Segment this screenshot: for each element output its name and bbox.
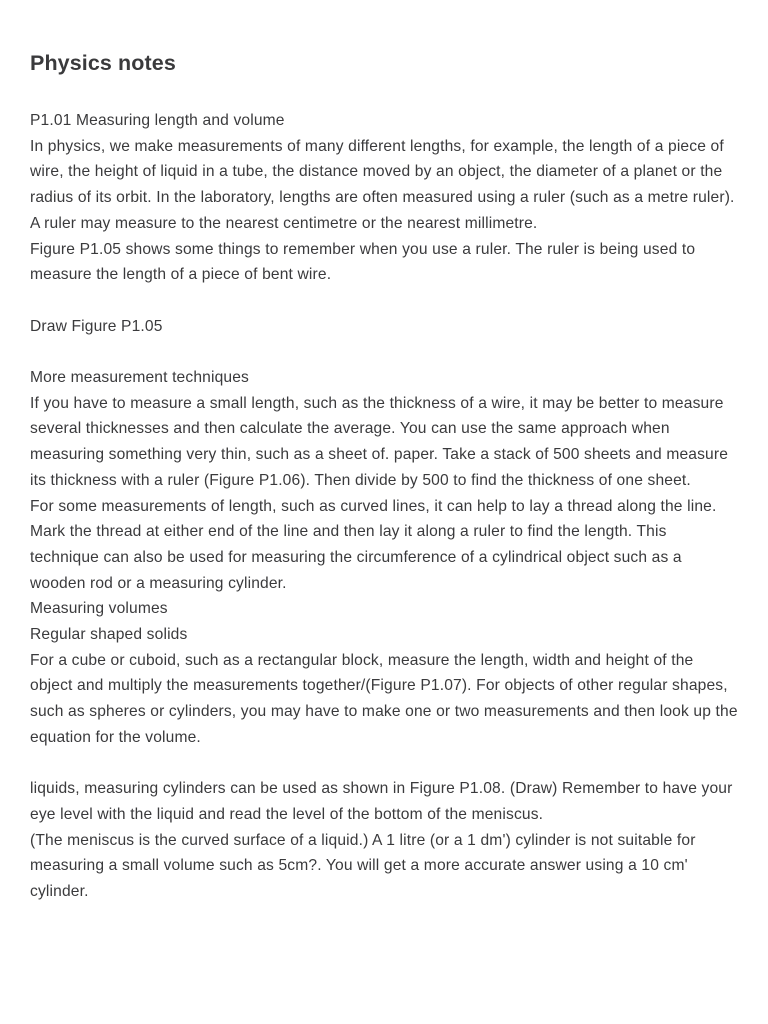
paragraph-ruler-precision: A ruler may measure to the nearest centimetre or the nearest millimetre. xyxy=(30,214,538,232)
paragraph-curved-lines: For some measurements of length, such as curved lines, it can help to lay a thread along the line. Mark the thread at either end of the line and then lay it along a ruler to find the length. This technique can also be used for measuring the circumference of a cylindrical object such as a wooden rod or a measuring cylinder. xyxy=(30,497,717,592)
note-body[interactable] xyxy=(30,108,738,905)
paragraph-more-techniques-heading: More measurement techniques xyxy=(30,369,250,386)
paragraph-small-length: If you have to measure a small length, such as the thickness of a wire, it may be better to measure several thicknesses and then calculate the average. You can use the same approach when measuring something very thin, such as a sheet of. paper. Take a stack of 500 sheets and measure its thickness with a ruler (Figure P1.06). Then divide by 500 to find the thickness of one sheet. xyxy=(30,394,729,489)
blank-line xyxy=(30,751,738,777)
paragraph-figure-p105: Figure P1.05 shows some things to remember when you use a ruler. The ruler is being used to measure the length of a piece of bent wire. xyxy=(30,240,696,284)
blank-line xyxy=(30,288,738,314)
paragraph-intro: In physics, we make measurements of many different lengths, for example, the length of a piece of wire, the height of liquid in a tube, the distance moved by an object, the diameter of a planet or the radius of its orbit. In the laboratory, lengths are often measured using a ruler (such as a metre ruler). xyxy=(30,137,735,207)
paragraph-liquids: liquids, measuring cylinders can be used as shown in Figure P1.08. (Draw) Remember to have your eye level with the liquid and read the level of the bottom of the meniscus. xyxy=(30,780,733,823)
note-title: Physics notes xyxy=(30,51,176,75)
paragraph-measuring-volumes-heading: Measuring volumes xyxy=(30,600,168,618)
paragraph-regular-solids-heading: Regular shaped solids xyxy=(30,626,188,644)
paragraph-meniscus: (The meniscus is the curved surface of a liquid.) A 1 litre (or a 1 dm') cylinder is not suitable for measuring a small volume such as 5cm?. You will get a more accurate answer using a 10 cm' cylinder. xyxy=(30,831,696,901)
paragraph-draw-figure: Draw Figure P1.05 xyxy=(30,317,163,335)
paragraph-section-heading: P1.01 Measuring length and volume xyxy=(30,112,285,129)
blank-line xyxy=(30,339,738,365)
paragraph-cube-cuboid: For a cube or cuboid, such as a rectangular block, measure the length, width and height of the object and multiply the measurements together/(Figure P1.07). For objects of other regular shapes, such as spheres or cylinders, you may have to make one or two measurements and then look up the equation for the volume. xyxy=(30,651,738,746)
